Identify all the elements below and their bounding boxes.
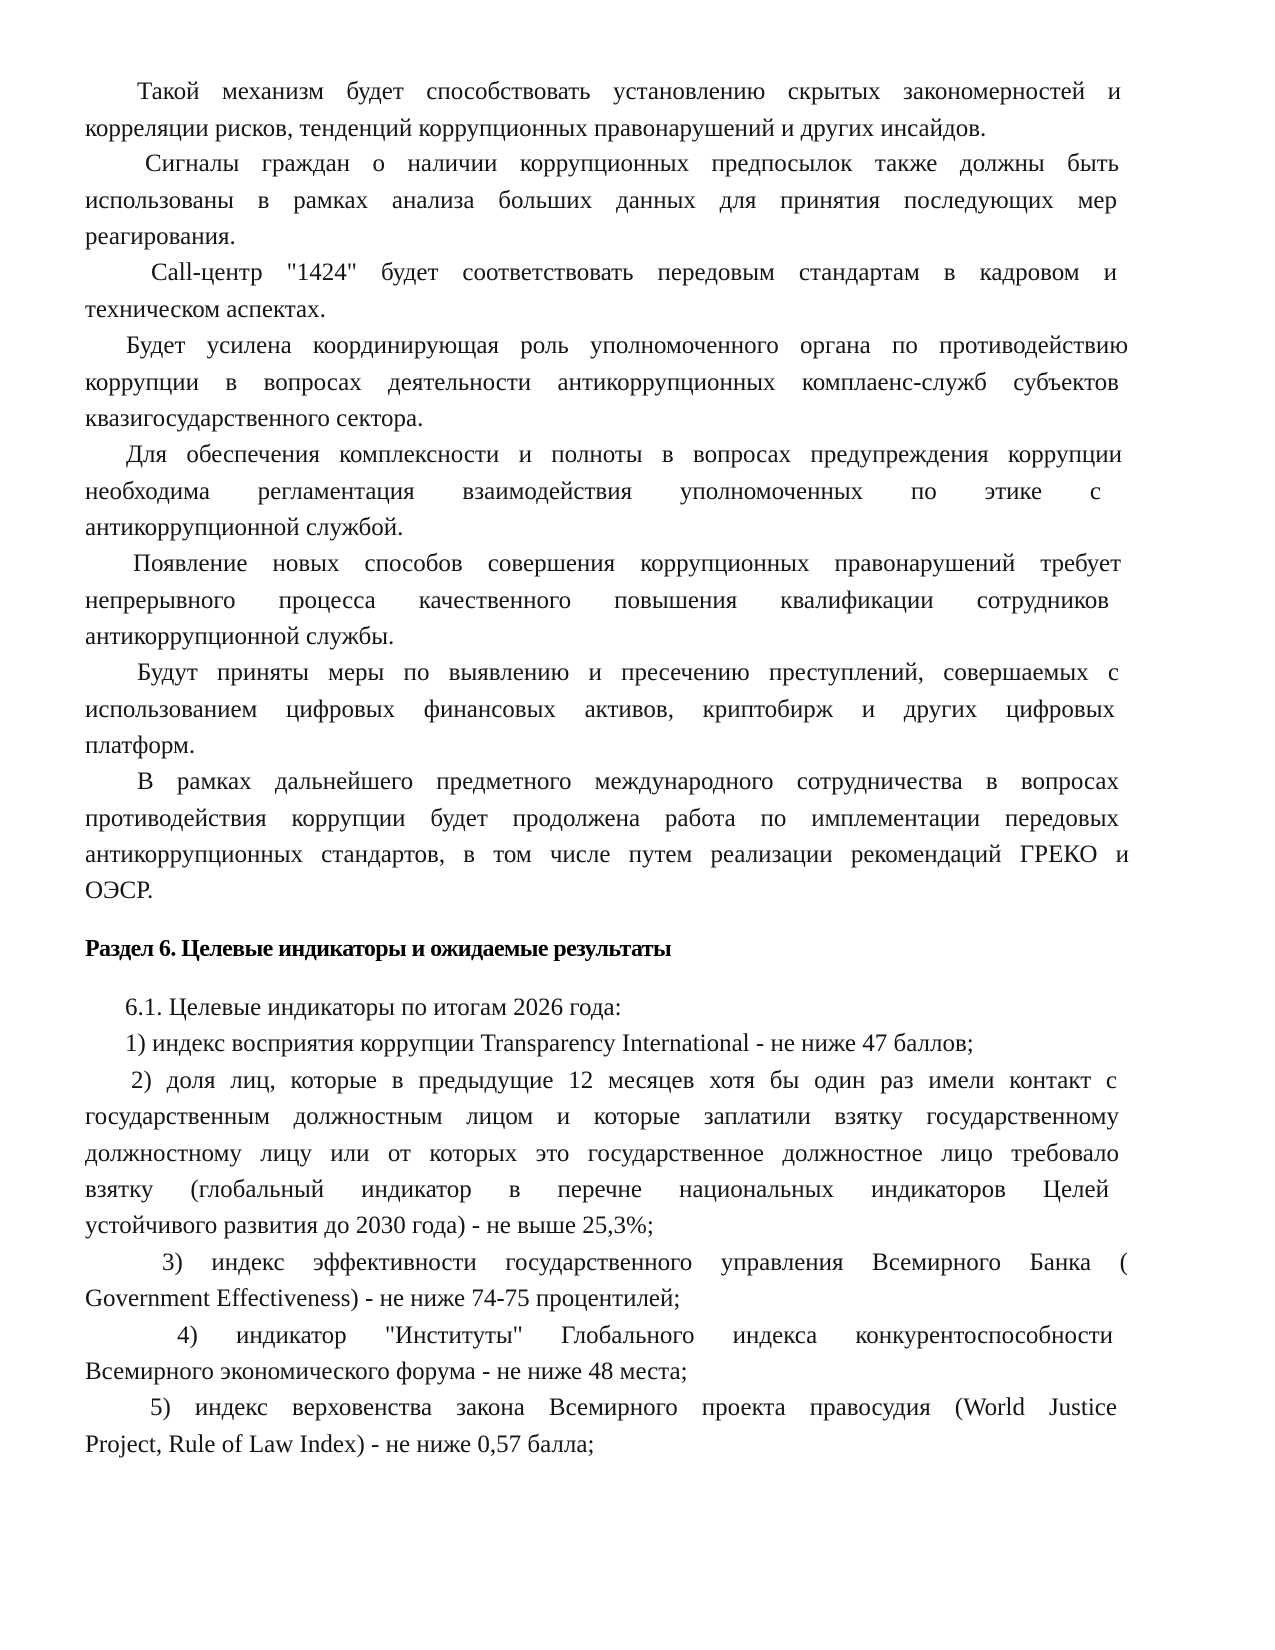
- text-line: платформ.: [85, 732, 196, 759]
- text-line: устойчивого развития до 2030 года) - не выше 25,3%;: [85, 1212, 654, 1239]
- text-line: необходима регламентация взаимодействия уполномоченных по этике с: [85, 478, 1101, 505]
- text-line: использованы в рамках анализа больших данных для принятия последующих мер: [85, 187, 1117, 214]
- text-line: Project, Rule of Law Index) - не ниже 0,57 балла;: [85, 1431, 595, 1458]
- text-line: антикоррупционных стандартов, в том числе путем реализации рекомендаций ГРЕКО и: [85, 841, 1129, 868]
- text-line: противодействия коррупции будет продолжена работа по имплементации передовых: [85, 805, 1119, 832]
- text-line: непрерывного процесса качественного повышения квалификации сотрудников: [85, 587, 1109, 614]
- text-line: государственным должностным лицом и которые заплатили взятку государственному: [85, 1103, 1119, 1130]
- text-line: антикоррупционной службы.: [85, 623, 395, 650]
- text-line: использованием цифровых финансовых активов, криптобирж и других цифровых: [85, 696, 1115, 723]
- text-line: Всемирного экономического форума - не ниже 48 места;: [85, 1358, 688, 1385]
- text-line: Появление новых способов совершения коррупционных правонарушений требует: [133, 550, 1121, 577]
- text-line: В рамках дальнейшего предметного международного сотрудничества в вопросах: [137, 768, 1119, 795]
- text-line: Будут приняты меры по выявлению и пресечению преступлений, совершаемых с: [137, 659, 1119, 686]
- section-heading: Раздел 6. Целевые индикаторы и ожидаемые результаты: [85, 936, 672, 962]
- text-line: квазигосударственного сектора.: [85, 405, 424, 432]
- text-line: взятку (глобальный индикатор в перечне национальных индикаторов Целей: [85, 1176, 1109, 1203]
- text-line: Сигналы граждан о наличии коррупционных предпосылок также должны быть: [145, 150, 1119, 177]
- text-line: ОЭСР.: [85, 877, 154, 904]
- text-line: Call-центр "1424" будет соответствовать передовым стандартам в кадровом и: [151, 259, 1117, 286]
- text-line: 2) доля лиц, которые в предыдущие 12 месяцев хотя бы один раз имели контакт с: [131, 1067, 1117, 1094]
- text-line: Такой механизм будет способствовать установлению скрытых закономерностей и: [137, 78, 1121, 105]
- text-line: 4) индикатор "Институты" Глобального индекса конкурентоспособности: [177, 1322, 1113, 1349]
- text-line: 5) индекс верховенства закона Всемирного проекта правосудия (World Justice: [150, 1394, 1117, 1421]
- text-line: корреляции рисков, тенденций коррупционных правонарушений и других инсайдов.: [85, 115, 987, 142]
- text-line: Для обеспечения комплексности и полноты в вопросах предупреждения коррупции: [126, 441, 1122, 468]
- text-line: антикоррупционной службой.: [85, 514, 404, 541]
- text-line: 3) индекс эффективности государственного управления Всемирного Банка (: [162, 1249, 1128, 1276]
- text-line: Будет усилена координирующая роль уполномоченного органа по противодействию: [126, 332, 1128, 359]
- text-line: должностному лицу или от которых это государственное должностное лицо требовало: [85, 1140, 1119, 1167]
- text-line: коррупции в вопросах деятельности антикоррупционных комплаенс-служб субъектов: [85, 369, 1119, 396]
- text-line: реагирования.: [85, 223, 236, 250]
- subsection-title: 6.1. Целевые индикаторы по итогам 2026 года:: [125, 994, 622, 1021]
- text-line: Government Effectiveness) - не ниже 74-75 процентилей;: [85, 1285, 681, 1312]
- text-line: 1) индекс восприятия коррупции Transparency International - не ниже 47 баллов;: [125, 1030, 974, 1057]
- text-line: техническом аспектах.: [85, 296, 326, 323]
